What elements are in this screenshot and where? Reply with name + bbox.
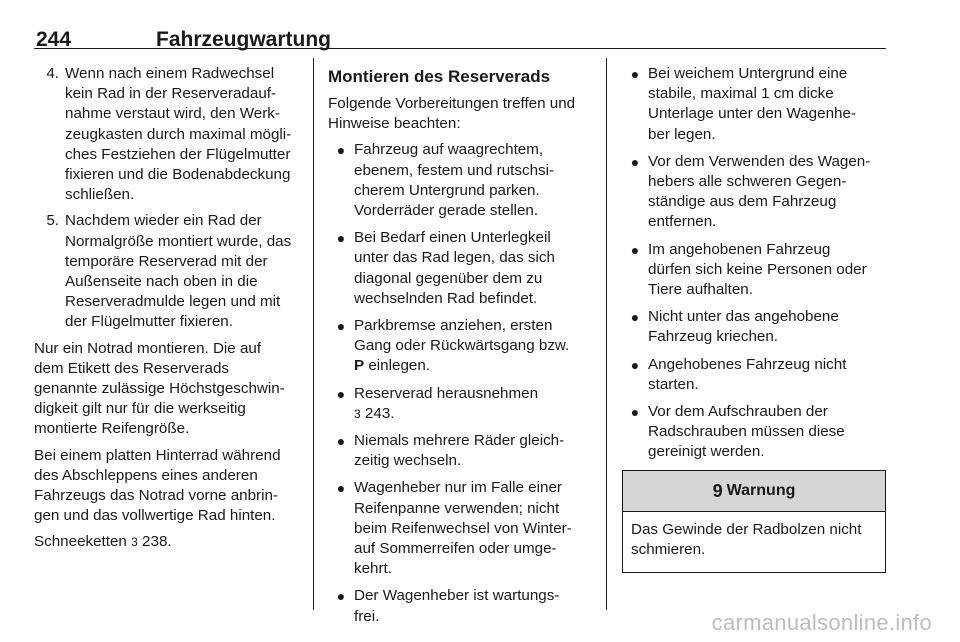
text-line: Vorderräder gerade stellen. [354,202,539,220]
text-line: stabile, maximal 1 cm dicke [648,85,834,103]
text-line: wechselnden Rad befindet. [354,289,538,307]
page-number: 244 [36,28,72,51]
column-2 [328,64,596,634]
intro-paragraph [328,94,596,134]
warning-body [623,512,885,572]
text-line: cherem Untergrund parken. [354,181,540,199]
numbered-step [34,64,302,205]
numbered-step [34,211,302,332]
bullet-icon: ● [336,230,346,247]
bullet-icon: ● [630,404,640,421]
column-divider [313,58,314,610]
step-number: 4. [46,65,59,82]
text-line [354,356,596,376]
bullet-item [328,228,596,309]
text-line: ebenem, festem und rutschsi- [354,161,555,179]
text-line: Vor dem Verwenden des Wagen- [648,152,871,170]
bullet-item [622,355,886,395]
step-text [65,211,302,332]
bullet-icon: ● [336,385,346,402]
text-line: gen und das vollwertige Rad hinten. [34,507,276,525]
text-line: kehrt. [354,560,392,578]
bullet-text [354,140,596,221]
column-divider [606,58,607,610]
bullet-item [622,64,886,145]
text-line: genannte zulässige Höchstgeschwin- [34,380,285,398]
bullet-text [354,384,596,424]
bullet-text [354,431,596,471]
text-fragment: einlegen. [364,357,431,375]
text-line: Fahrzeug auf waagrechtem, [354,141,544,159]
text-line: entfernen. [648,213,717,231]
bullet-text [354,478,596,579]
paragraph-schneeketten [34,532,302,552]
text-line: Angehobenes Fahrzeug nicht [648,355,847,373]
bullet-icon: ● [336,433,346,450]
text-line: Gang oder Rückwärtsgang bzw. [354,337,570,355]
text-line: Tiere aufhalten. [648,281,753,299]
text-line: Bei weichem Untergrund eine [648,65,848,82]
cross-reference-page[interactable]: 243. [364,404,395,422]
text-line: ständige aus dem Fahrzeug [648,193,837,211]
bullet-icon: ● [630,153,640,170]
bullet-item [328,586,596,626]
text-line: Außenseite nach oben in die [65,273,258,291]
text-line: unter das Rad legen, das sich [354,249,555,267]
text-line: frei. [354,607,380,625]
text-line: schließen. [65,186,135,204]
text-line: Niemals mehrere Räder gleich- [354,432,565,450]
section-heading: Montieren des Reserverads [328,67,551,86]
text-line: beim Reifenwechsel von Winter- [354,519,572,537]
bullet-text [354,586,596,626]
column-3 [622,64,886,573]
bullet-icon: ● [630,309,640,326]
text-line: Im angehobenen Fahrzeug [648,240,831,258]
text-line: Reserverad herausnehmen [354,384,539,402]
bullet-text [354,316,596,377]
bullet-icon: ● [336,142,346,159]
bullet-icon: ● [630,356,640,373]
bullet-item [328,431,596,471]
text-line: ches Festziehen der Flügelmutter [65,145,291,163]
step-text [65,64,302,205]
text-line: kein Rad in der Reserveradauf- [65,85,277,103]
text-line: Hinweise beachten: [328,115,461,133]
text-line: Das Gewinde der Radbolzen nicht [631,520,862,538]
warning-title: Warnung [726,481,796,499]
page-title: Fahrzeugwartung [156,28,332,51]
warning-header [623,471,885,512]
paragraph-abschleppen [34,446,302,527]
bullet-item [328,316,596,377]
text-line: der Flügelmutter fixieren. [65,313,233,331]
text-line: zeitig wechseln. [354,452,462,470]
text-line: Reserveradmulde legen und mit [65,293,281,311]
text-line: gereinigt werden. [648,443,765,461]
text-line: Parkbremse anziehen, ersten [354,317,553,335]
bullet-icon: ● [336,588,346,605]
text-line: montierte Reifengröße. [34,420,190,438]
bullet-text [648,240,886,301]
text-line: Radschrauben müssen diese [648,423,845,441]
text-line: fixieren und die Bodenabdeckung [65,166,291,184]
text-line: zeugkasten durch maximal mögli- [65,125,292,143]
text-line: Normalgröße montiert wurde, das [65,232,292,250]
paragraph-notrad [34,339,302,440]
bullet-item [622,240,886,301]
cross-reference-page[interactable]: 238. [142,533,172,551]
text-line: Vor dem Aufschrauben der [648,403,828,421]
bullet-item [328,478,596,579]
text-line: starten. [648,375,699,393]
bullet-icon: ● [336,480,346,497]
text-line: Nachdem wieder ein Rad der [65,212,262,230]
text-line: dürfen sich keine Personen oder [648,260,867,278]
text-line: Reifenpanne verwenden; nicht [354,499,560,517]
text-line: des Abschleppens eines anderen [34,466,258,484]
text-line: temporäre Reserverad mit der [65,252,268,270]
bullet-text [354,228,596,309]
bullet-item [328,140,596,221]
text-line: Wenn nach einem Radwechsel [65,65,275,82]
text-line: dem Etikett des Reserverads [34,359,229,377]
text-line: nahme verstaut wird, den Werk- [65,105,280,123]
bullet-text [648,307,886,347]
bullet-text [648,152,886,233]
gear-p-label: P [354,357,365,375]
bullet-item [622,152,886,233]
bullet-icon: ● [336,318,346,335]
step-number: 5. [46,212,59,230]
cross-reference-label: Schneeketten [34,533,127,551]
text-line [354,404,596,424]
text-line: Bei einem platten Hinterrad während [34,446,281,464]
text-line: Bei Bedarf einen Unterlegkeil [354,229,551,247]
warning-box [622,470,886,573]
text-line: Der Wagenheber ist wartungs- [354,587,560,605]
text-line: Nicht unter das angehobene [648,308,839,326]
text-line: ber legen. [648,125,716,143]
arrow-reference-icon: 3 [131,535,138,550]
watermark: carmanualsonline.info [711,610,932,635]
text-line: diagonal gegenüber dem zu [354,269,543,287]
column-1 [34,64,302,559]
text-line: schmieren. [631,540,706,558]
text-line: Fahrzeug kriechen. [648,328,779,346]
bullet-icon: ● [630,66,640,82]
bullet-icon: ● [630,241,640,258]
bullet-text [648,355,886,395]
bullet-text [648,402,886,463]
text-line: Nur ein Notrad montieren. Die auf [34,339,262,357]
bullet-item [622,307,886,347]
text-line: Unterlage unter den Wagenhe- [648,105,856,123]
bullet-item [328,384,596,424]
bullet-text [648,64,886,145]
arrow-reference-icon: 3 [354,406,361,421]
text-line: Wagenheber nur im Falle einer [354,479,562,497]
text-line: Folgende Vorbereitungen treffen und [328,95,576,112]
text-line: hebers alle schweren Gegen- [648,173,847,191]
bullet-item [622,402,886,463]
text-line: auf Sommerreifen oder umge- [354,540,557,558]
text-line: Fahrzeugs das Notrad vorne anbrin- [34,487,278,505]
page-header [34,14,886,49]
text-line: digkeit gilt nur für die werkseitig [34,400,246,418]
warning-triangle-icon: 9 [712,480,723,501]
